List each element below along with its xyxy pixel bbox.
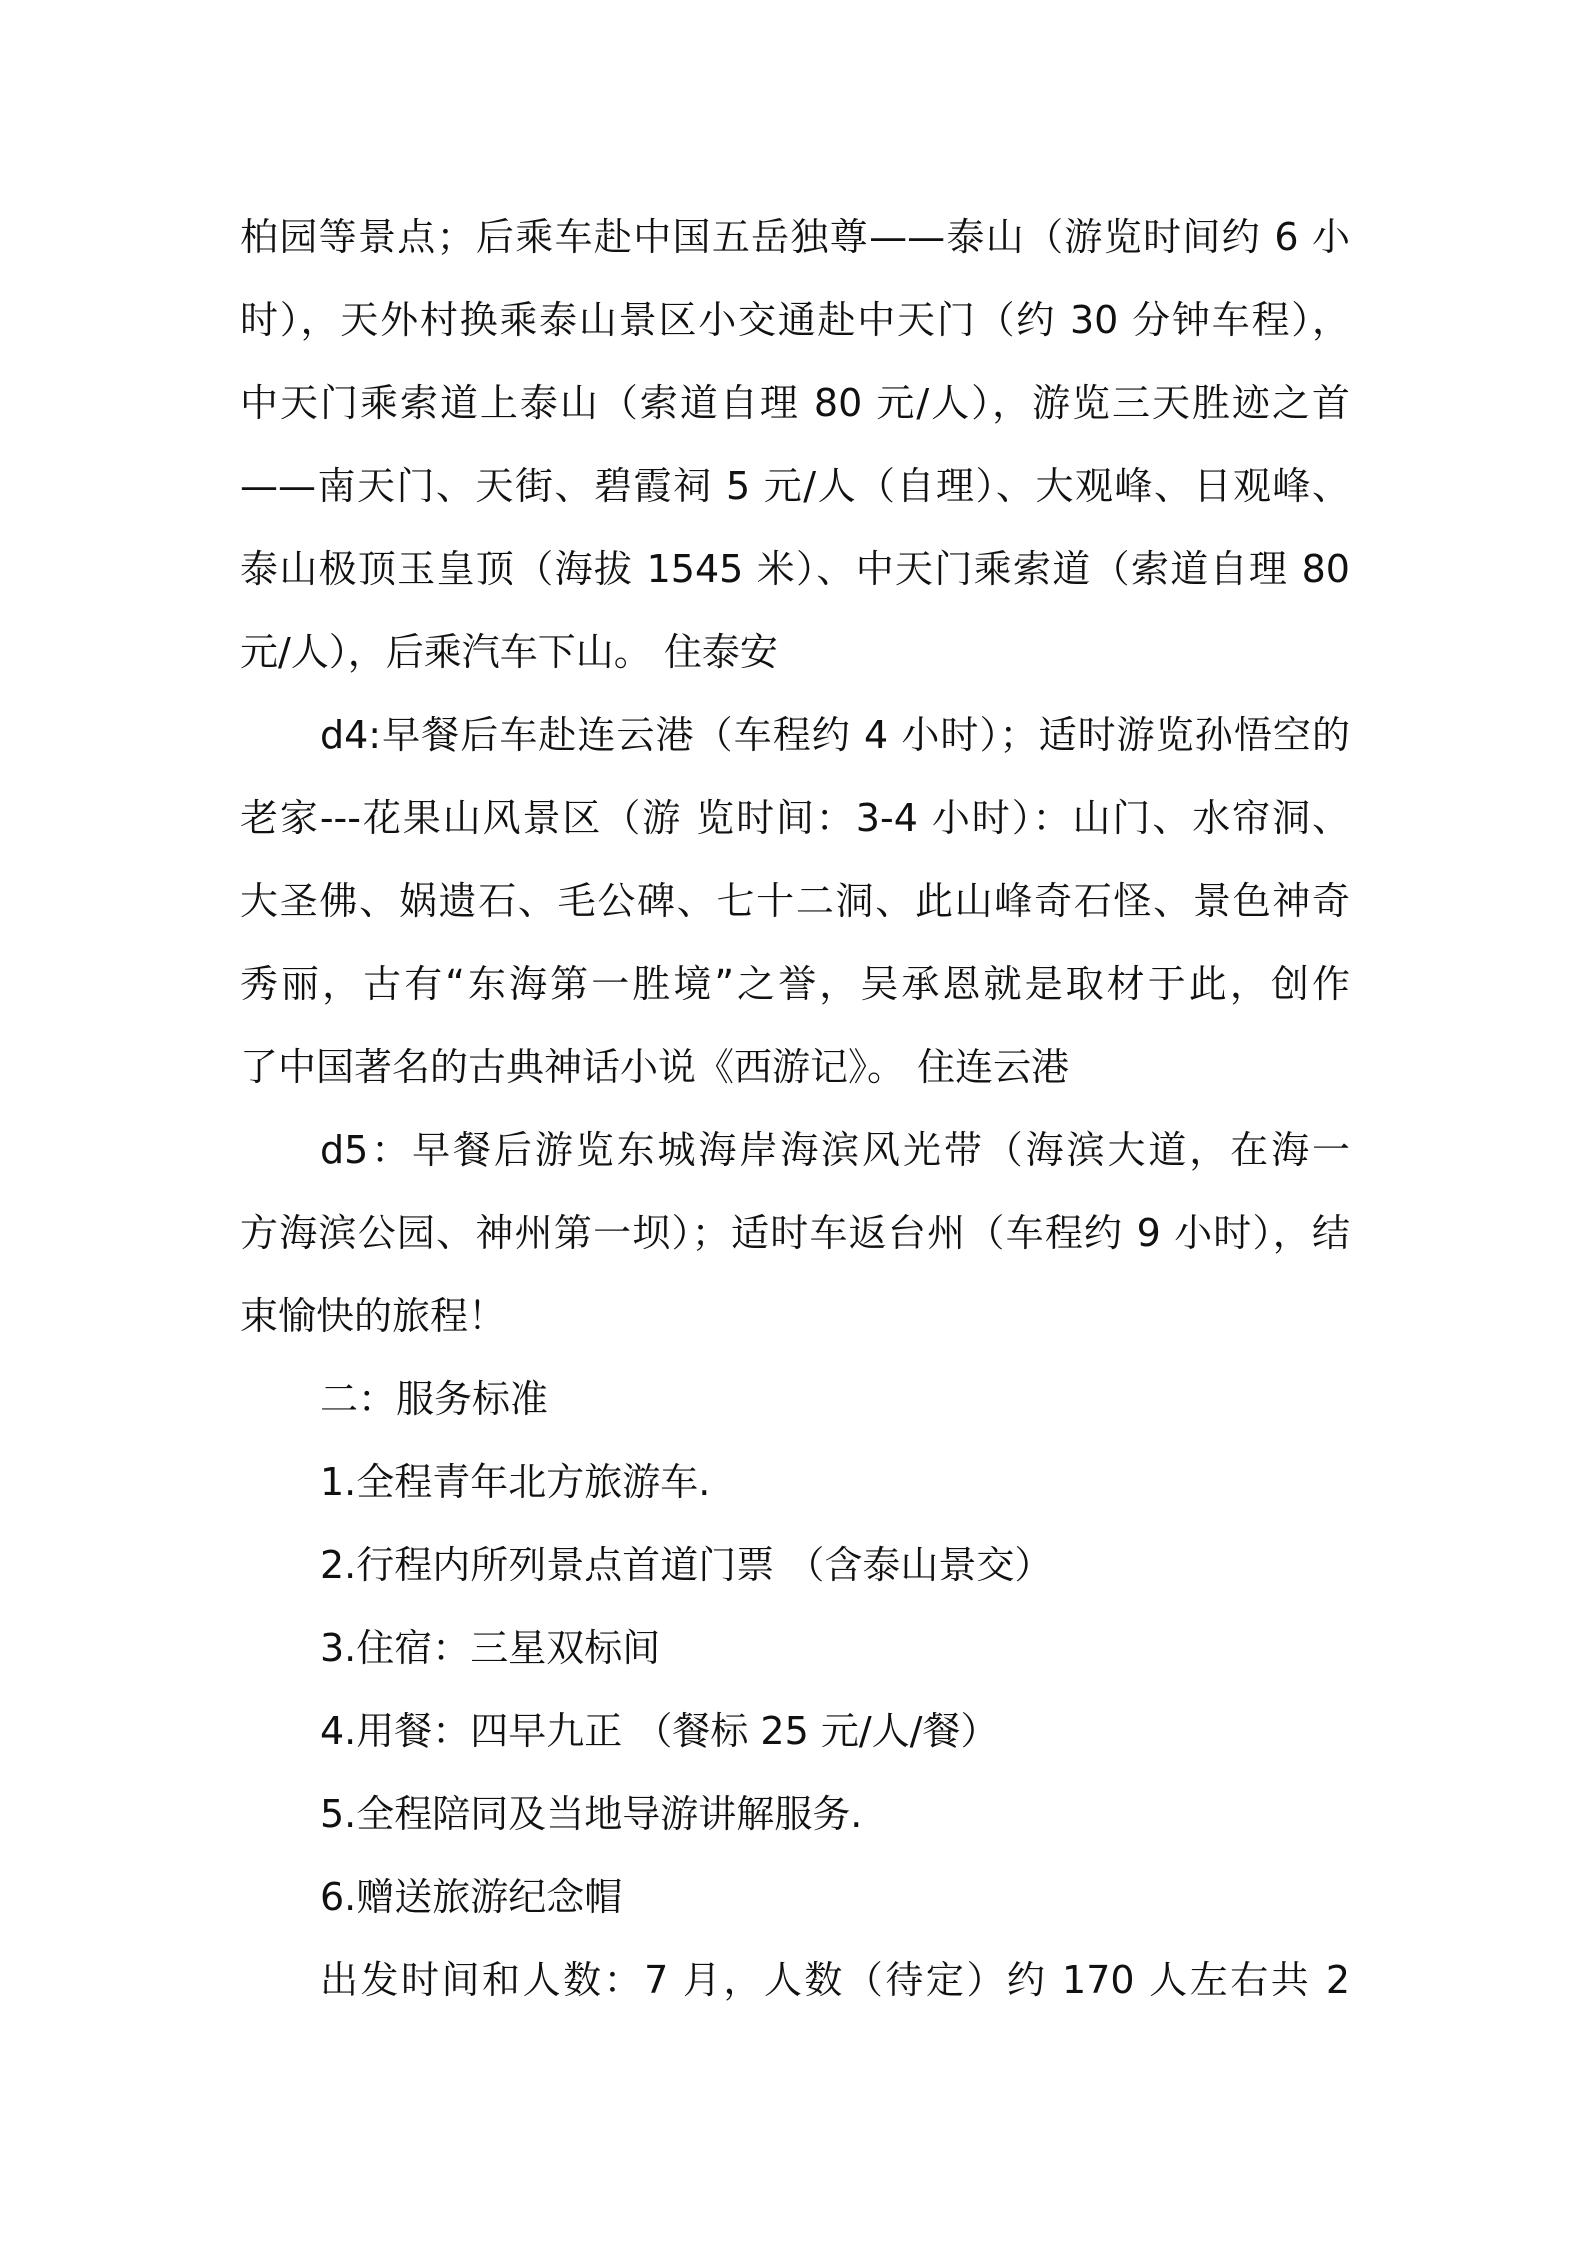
text-line: 中天门乘索道上泰山（索道自理 80 元/人），游览三天胜迹之首 (240, 381, 1350, 425)
text-line: 元/人），后乘汽车下山。 住泰安 (240, 630, 778, 674)
text-line: 时），天外村换乘泰山景区小交通赴中天门（约 30 分钟车程）， (240, 298, 1350, 342)
text-line: d5：早餐后游览东城海岸海滨风光带（海滨大道，在海一 (320, 1128, 1350, 1172)
text-line: 束愉快的旅程！ (240, 1294, 507, 1338)
list-item: 6.赠送旅游纪念帽 (320, 1875, 623, 1919)
section-heading: 二：服务标准 (320, 1377, 549, 1421)
list-item: 5.全程陪同及当地导游讲解服务. (320, 1792, 863, 1836)
text-line: 泰山极顶玉皇顶（海拔 1545 米）、中天门乘索道（索道自理 80 (240, 547, 1350, 591)
text-line: 大圣佛、娲遗石、毛公碑、七十二洞、此山峰奇石怪、景色神奇 (240, 879, 1350, 923)
text-line: 秀丽，古有“东海第一胜境”之誉，吴承恩就是取材于此，创作 (240, 962, 1350, 1006)
text-line: 方海滨公园、神州第一坝）；适时车返台州（车程约 9 小时），结 (240, 1211, 1350, 1255)
list-item: 2.行程内所列景点首道门票 （含泰山景交） (320, 1543, 1053, 1587)
list-item: 1.全程青年北方旅游车. (320, 1460, 711, 1504)
text-line: 柏园等景点；后乘车赴中国五岳独尊——泰山（游览时间约 6 小 (240, 215, 1350, 259)
text-line: ——南天门、天街、碧霞祠 5 元/人（自理）、大观峰、日观峰、 (240, 464, 1350, 508)
document-body (240, 196, 1350, 2022)
text-line: 出发时间和人数：7 月，人数（待定）约 170 人左右共 2 (320, 1958, 1350, 2002)
list-item: 4.用餐：四早九正 （餐标 25 元/人/餐） (320, 1709, 999, 1753)
text-line: 了中国著名的古典神话小说《西游记》。 住连云港 (240, 1045, 1070, 1089)
text-line: 老家---花果山风景区（游 览时间：3-4 小时）：山门、水帘洞、 (240, 796, 1350, 840)
text-line: d4:早餐后车赴连云港（车程约 4 小时）；适时游览孙悟空的 (320, 713, 1350, 757)
list-item: 3.住宿：三星双标间 (320, 1626, 661, 1670)
